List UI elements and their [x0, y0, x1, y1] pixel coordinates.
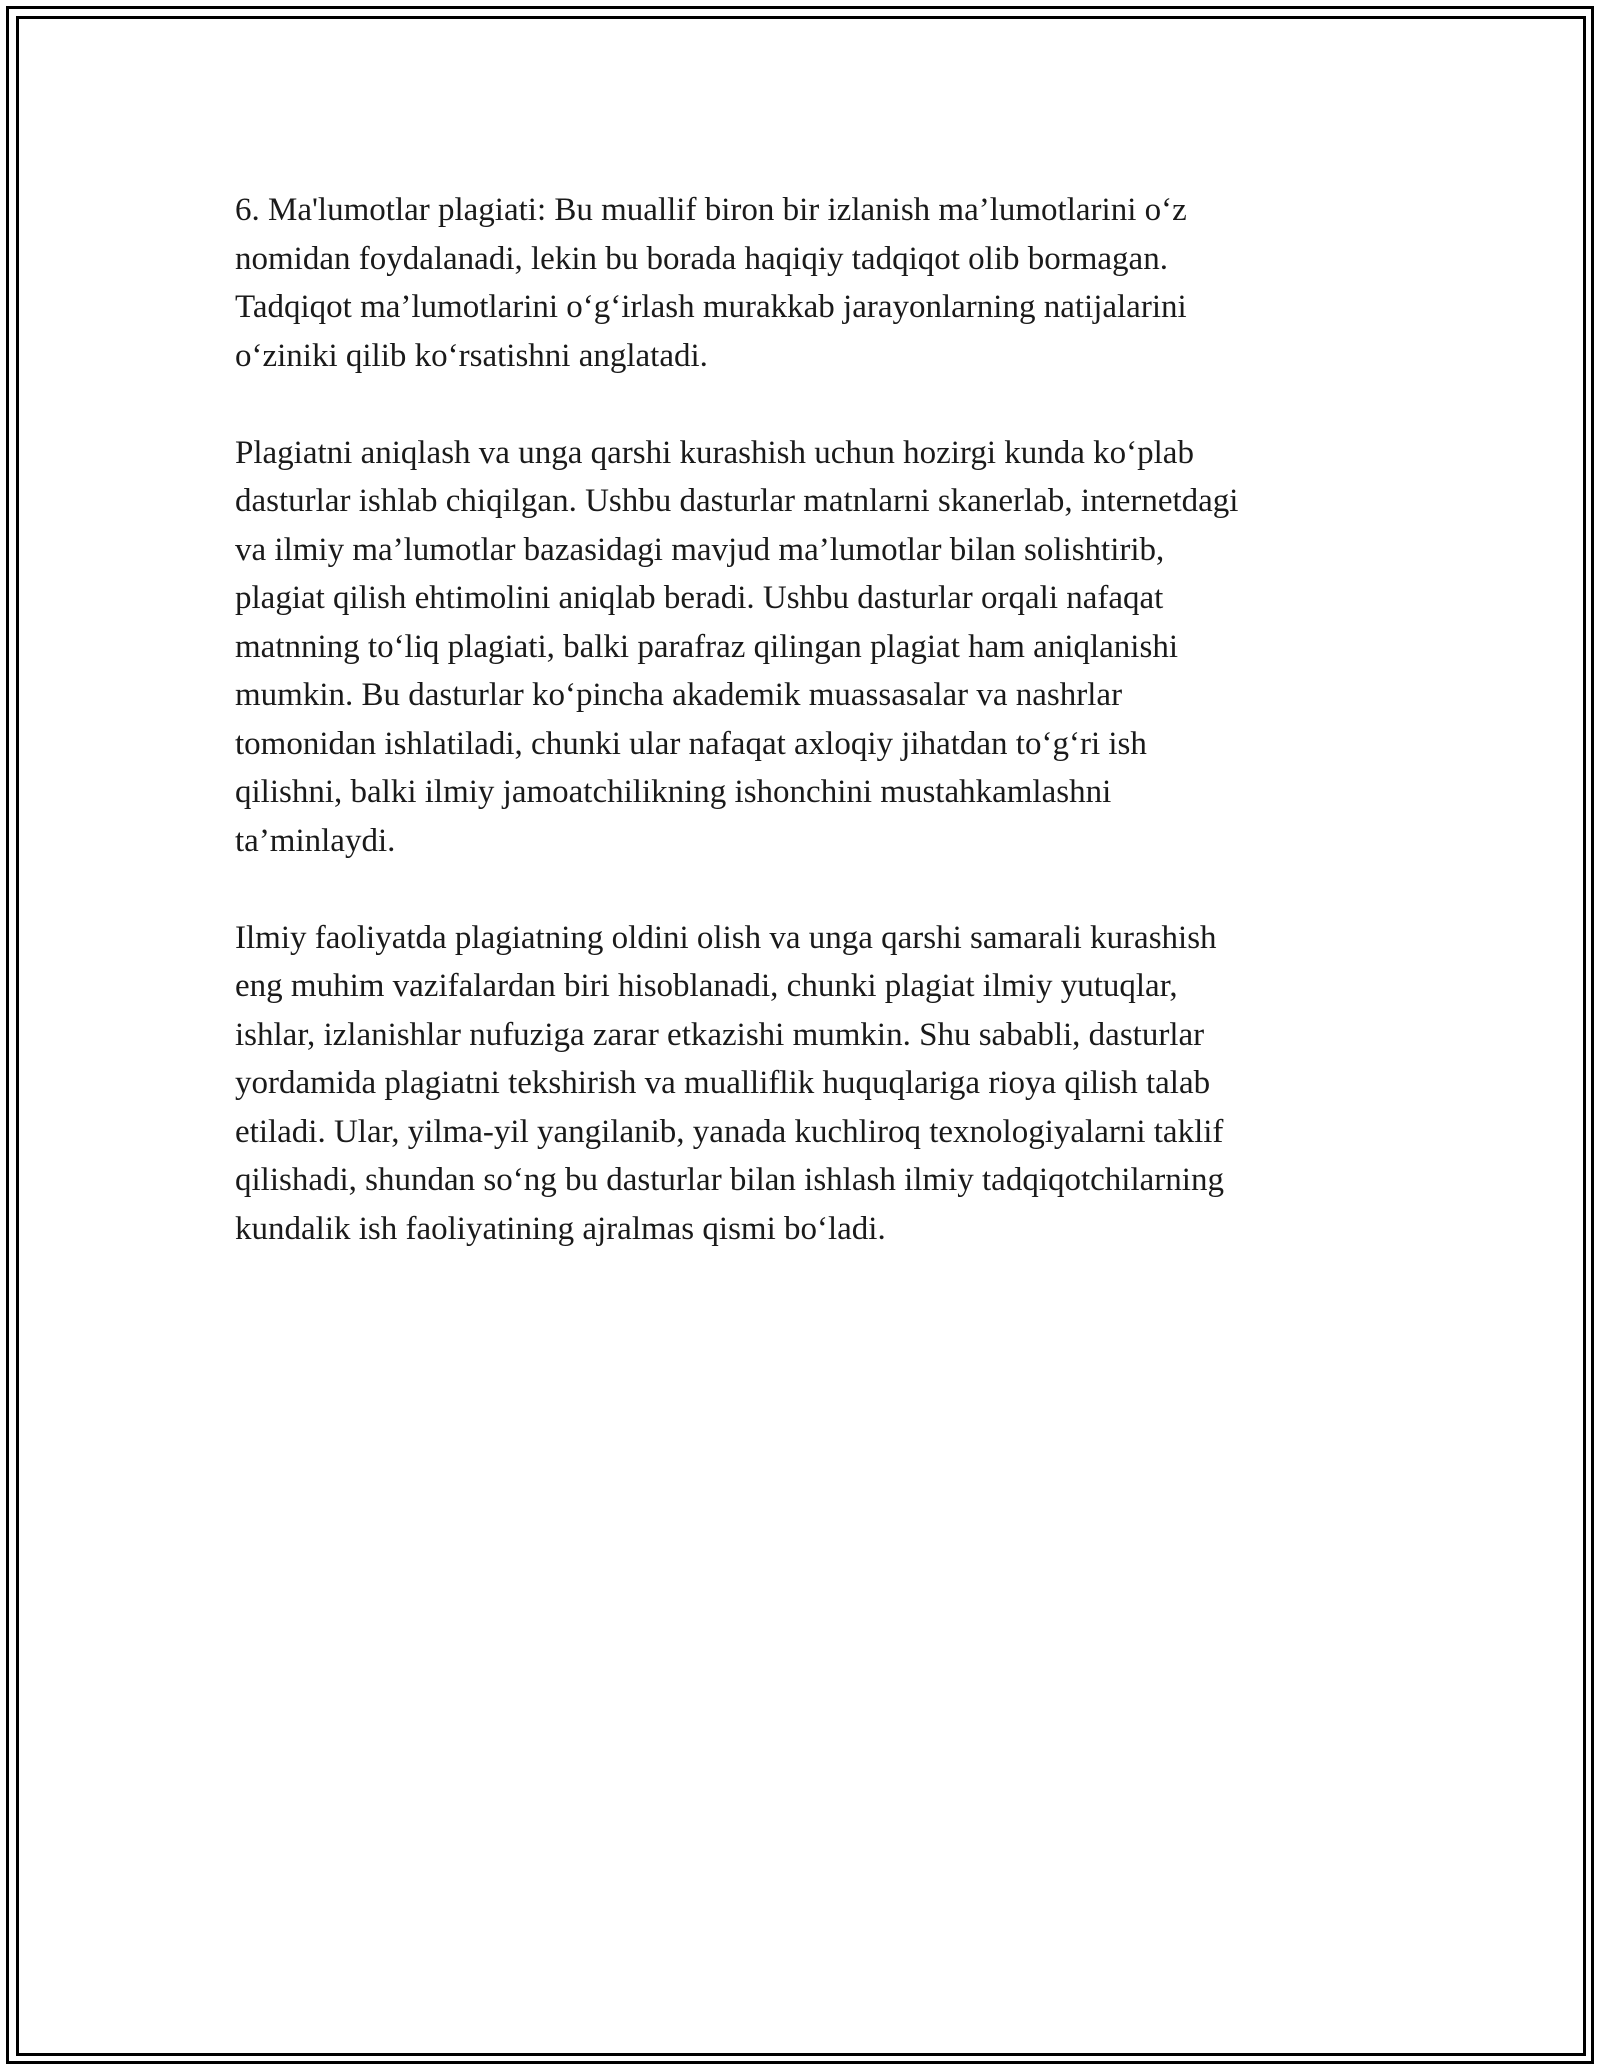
text-line: va ilmiy ma’lumotlar bazasidagi mavjud ma’lumotlar bilan solishtirib, — [235, 531, 1165, 568]
paragraph-detection-software — [235, 429, 1365, 866]
text-line: dasturlar ishlab chiqilgan. Ushbu dasturlar matnlarni skanerlab, internetdagi — [235, 483, 1239, 519]
text-line: yordamida plagiatni tekshirish va mualliflik huquqlariga rioya qilish talab — [235, 1065, 1211, 1101]
text-line: 6. Ma'lumotlar plagiati: Bu muallif biron bir izlanish ma’lumotlarini o‘z — [235, 192, 1187, 228]
text-line: ta’minlaydi. — [235, 822, 396, 859]
text-line: ishlar, izlanishlar nufuziga zarar etkazishi mumkin. Shu sababli, dasturlar — [235, 1016, 1205, 1053]
paragraph-data-plagiarism — [235, 186, 1365, 380]
text-line: Plagiatni aniqlash va unga qarshi kurashish uchun hozirgi kunda ko‘plab — [235, 434, 1194, 471]
text-line: Tadqiqot ma’lumotlarini o‘g‘irlash murakkab jarayonlarning natijalarini — [235, 289, 1187, 325]
text-line: tomonidan ishlatiladi, chunki ular nafaqat axloqiy jihatdan to‘g‘ri ish — [235, 725, 1147, 762]
text-line: matnning to‘liq plagiati, balki parafraz qilingan plagiat ham aniqlanishi — [235, 628, 1178, 665]
text-line: eng muhim vazifalardan biri hisoblanadi, chunki plagiat ilmiy yutuqlar, — [235, 968, 1178, 1004]
text-line: o‘ziniki qilib ko‘rsatishni anglatadi. — [235, 337, 708, 374]
text-line: plagiat qilish ehtimolini aniqlab beradi. Ushbu dasturlar orqali nafaqat — [235, 580, 1164, 616]
paragraph-prevention — [235, 914, 1365, 1254]
text-line: nomidan foydalanadi, lekin bu borada haqiqiy tadqiqot olib bormagan. — [235, 240, 1168, 277]
text-line: mumkin. Bu dasturlar ko‘pincha akademik muassasalar va nashrlar — [235, 677, 1123, 713]
text-line: qilishadi, shundan so‘ng bu dasturlar bilan ishlash ilmiy tadqiqotchilarning — [235, 1162, 1224, 1198]
text-line: Ilmiy faoliyatda plagiatning oldini olish va unga qarshi samarali kurashish — [235, 919, 1217, 956]
text-line: etiladi. Ular, yilma-yil yangilanib, yanada kuchliroq texnologiyalarni taklif — [235, 1113, 1224, 1150]
text-line: kundalik ish faoliyatining ajralmas qismi bo‘ladi. — [235, 1210, 886, 1247]
document-body — [235, 186, 1365, 1302]
text-line: qilishni, balki ilmiy jamoatchilikning ishonchini mustahkamlashni — [235, 774, 1112, 810]
